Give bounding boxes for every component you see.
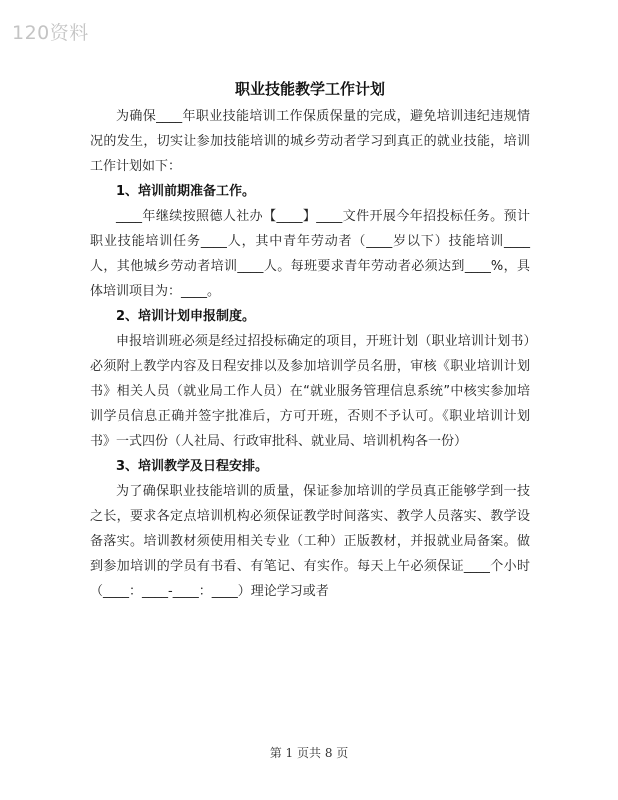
document-body — [90, 104, 530, 604]
page-footer: 第 1 页共 8 页 — [269, 746, 349, 760]
section-paragraph-2: 申报培训班必须是经过招投标确定的项目，开班计划（职业培训计划书）必须附上教学内容及日程安排以及参加培训学员名册，审核《职业培训计划书》相关人员（就业局工作人员）在“就业服务管理信息系统”中核实参加培训学员信息正确并签字批准后，方可开班，否则不予认可。《职业培训计划书》一式四份（人社局、行政审批科、就业局、培训机构各一份） — [90, 334, 530, 449]
document-title: 职业技能教学工作计划 — [234, 80, 385, 98]
section-paragraph-1: ____年继续按照德人社办【____】____文件开展今年招投标任务。预计职业技能培训任务____人，其中青年劳动者（____岁以下）技能培训____人，其他城乡劳动者培训____人。每班要求青年劳动者必须达到____%，具体培训项目为：____。 — [90, 209, 530, 299]
section-heading-3: 3、培训教学及日程安排。 — [116, 459, 269, 474]
section-heading-1: 1、培训前期准备工作。 — [116, 184, 256, 199]
intro-paragraph: 为确保____年职业技能培训工作保质保量的完成，避免培训违纪违规情况的发生，切实让参加技能培训的城乡劳动者学习到真正的就业技能，培训工作计划如下： — [90, 109, 530, 174]
section-paragraph-3: 为了确保职业技能培训的质量，保证参加培训的学员真正能够学到一技之长，要求各定点培训机构必须保证教学时间落实、教学人员落实、教学设备落实。培训教材须使用相关专业（工种）正版教材，并报就业局备案。做到参加培训的学员有书看、有笔记、有实作。每天上午必须保证____个小时（____：____-____：____）理论学习或者 — [90, 484, 530, 599]
section-heading-2: 2、培训计划申报制度。 — [116, 309, 256, 324]
watermark: 120资料 — [12, 22, 89, 44]
